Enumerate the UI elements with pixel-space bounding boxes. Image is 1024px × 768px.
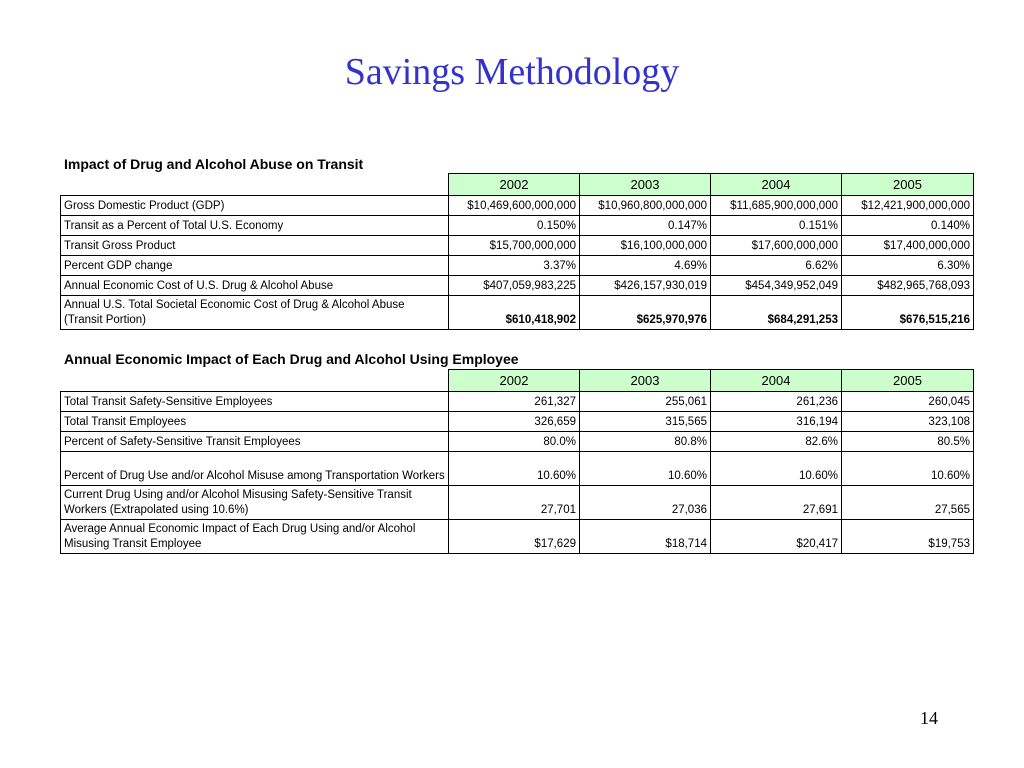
cell-value: $11,685,900,000,000 bbox=[711, 196, 842, 216]
year-header: 2003 bbox=[580, 370, 711, 392]
table-row bbox=[61, 256, 974, 276]
header-spacer bbox=[61, 174, 449, 196]
cell-value: $17,400,000,000 bbox=[842, 236, 974, 256]
row-label: Transit as a Percent of Total U.S. Economy bbox=[61, 216, 449, 236]
year-header: 2005 bbox=[842, 370, 974, 392]
page-number: 14 bbox=[920, 708, 938, 728]
cell-value: 0.150% bbox=[449, 216, 580, 236]
year-header: 2003 bbox=[580, 174, 711, 196]
cell-value: 6.62% bbox=[711, 256, 842, 276]
year-header: 2005 bbox=[842, 174, 974, 196]
cell-value: 82.6% bbox=[711, 432, 842, 452]
row-label: Gross Domestic Product (GDP) bbox=[61, 196, 449, 216]
cell-value: 27,565 bbox=[842, 486, 974, 520]
table-header-row bbox=[61, 370, 974, 392]
table-row-total bbox=[61, 296, 974, 330]
cell-value: 4.69% bbox=[580, 256, 711, 276]
row-label: Current Drug Using and/or Alcohol Misusing Safety-Sensitive Transit Workers (Extrapolated using 10.6%) bbox=[61, 486, 449, 520]
row-label: Percent GDP change bbox=[61, 256, 449, 276]
table-row bbox=[61, 216, 974, 236]
cell-value: $15,700,000,000 bbox=[449, 236, 580, 256]
row-label: Percent of Drug Use and/or Alcohol Misuse among Transportation Workers bbox=[61, 452, 449, 486]
cell-value: 0.151% bbox=[711, 216, 842, 236]
cell-value: $454,349,952,049 bbox=[711, 276, 842, 296]
table-row bbox=[61, 452, 974, 486]
cell-value: 316,194 bbox=[711, 412, 842, 432]
employee-impact-table bbox=[60, 369, 974, 554]
cell-value: $684,291,253 bbox=[711, 296, 842, 330]
section-title-employee-impact: Annual Economic Impact of Each Drug and Alcohol Using Employee bbox=[64, 351, 519, 367]
cell-value: $17,600,000,000 bbox=[711, 236, 842, 256]
row-label: Percent of Safety-Sensitive Transit Employees bbox=[61, 432, 449, 452]
cell-value: 260,045 bbox=[842, 392, 974, 412]
cell-value: 255,061 bbox=[580, 392, 711, 412]
cell-value: $12,421,900,000,000 bbox=[842, 196, 974, 216]
cell-value: $20,417 bbox=[711, 520, 842, 554]
cell-value: $482,965,768,093 bbox=[842, 276, 974, 296]
cell-value: $407,059,983,225 bbox=[449, 276, 580, 296]
table-row bbox=[61, 236, 974, 256]
cell-value: $19,753 bbox=[842, 520, 974, 554]
cell-value: 0.140% bbox=[842, 216, 974, 236]
table-row bbox=[61, 196, 974, 216]
row-label: Average Annual Economic Impact of Each Drug Using and/or Alcohol Misusing Transit Employee bbox=[61, 520, 449, 554]
cell-value: 80.5% bbox=[842, 432, 974, 452]
cell-value: 27,701 bbox=[449, 486, 580, 520]
cell-value: 3.37% bbox=[449, 256, 580, 276]
table-row bbox=[61, 520, 974, 554]
cell-value: 326,659 bbox=[449, 412, 580, 432]
cell-value: 0.147% bbox=[580, 216, 711, 236]
cell-value: $17,629 bbox=[449, 520, 580, 554]
row-label: Total Transit Employees bbox=[61, 412, 449, 432]
header-spacer bbox=[61, 370, 449, 392]
table-row bbox=[61, 412, 974, 432]
year-header: 2002 bbox=[449, 174, 580, 196]
cell-value: 6.30% bbox=[842, 256, 974, 276]
row-label: Transit Gross Product bbox=[61, 236, 449, 256]
cell-value: 10.60% bbox=[711, 452, 842, 486]
row-label: Annual U.S. Total Societal Economic Cost of Drug & Alcohol Abuse (Transit Portion) bbox=[61, 296, 449, 330]
cell-value: 27,691 bbox=[711, 486, 842, 520]
section-title-drug-alcohol-impact: Impact of Drug and Alcohol Abuse on Transit bbox=[64, 156, 364, 172]
table-header-row bbox=[61, 174, 974, 196]
row-label: Annual Economic Cost of U.S. Drug & Alcohol Abuse bbox=[61, 276, 449, 296]
table-row bbox=[61, 432, 974, 452]
cell-value: $10,960,800,000,000 bbox=[580, 196, 711, 216]
year-header: 2004 bbox=[711, 370, 842, 392]
cell-value: 315,565 bbox=[580, 412, 711, 432]
table-row bbox=[61, 392, 974, 412]
cell-value: 10.60% bbox=[842, 452, 974, 486]
cell-value: $610,418,902 bbox=[449, 296, 580, 330]
year-header: 2002 bbox=[449, 370, 580, 392]
cell-value: $16,100,000,000 bbox=[580, 236, 711, 256]
cell-value: 10.60% bbox=[580, 452, 711, 486]
row-label: Total Transit Safety-Sensitive Employees bbox=[61, 392, 449, 412]
table-row bbox=[61, 486, 974, 520]
cell-value: 80.0% bbox=[449, 432, 580, 452]
cell-value: 261,236 bbox=[711, 392, 842, 412]
cell-value: 27,036 bbox=[580, 486, 711, 520]
impact-table bbox=[60, 173, 974, 330]
cell-value: 261,327 bbox=[449, 392, 580, 412]
table-row bbox=[61, 276, 974, 296]
cell-value: 323,108 bbox=[842, 412, 974, 432]
cell-value: 10.60% bbox=[449, 452, 580, 486]
cell-value: $676,515,216 bbox=[842, 296, 974, 330]
cell-value: $625,970,976 bbox=[580, 296, 711, 330]
cell-value: 80.8% bbox=[580, 432, 711, 452]
cell-value: $426,157,930,019 bbox=[580, 276, 711, 296]
year-header: 2004 bbox=[711, 174, 842, 196]
cell-value: $18,714 bbox=[580, 520, 711, 554]
slide-title: Savings Methodology bbox=[344, 51, 680, 93]
cell-value: $10,469,600,000,000 bbox=[449, 196, 580, 216]
